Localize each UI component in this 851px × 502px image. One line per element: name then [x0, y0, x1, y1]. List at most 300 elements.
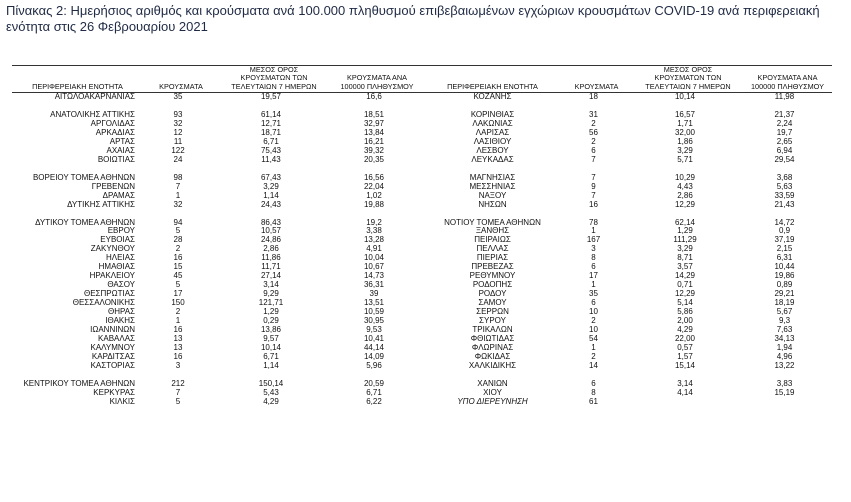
- region-cell: ΒΟΡΕΙΟΥ ΤΟΜΕΑ ΑΘΗΝΩΝ: [32, 173, 135, 182]
- cases-cell: 17: [173, 290, 183, 299]
- per100k-cell: 5,63: [776, 182, 793, 191]
- region-cell: ΣΕΡΡΩΝ: [476, 308, 509, 317]
- avg7-cell: 5,43: [263, 388, 279, 397]
- per100k-cell: 10,59: [363, 308, 385, 317]
- region-cell: ΛΑΡΙΣΑΣ: [475, 129, 510, 138]
- table-row: [12, 290, 832, 299]
- table-row: [12, 398, 832, 407]
- per100k-cell: 18,19: [774, 299, 795, 308]
- per100k-cell: 10,04: [363, 254, 385, 263]
- cases-cell: 7: [591, 155, 596, 164]
- per100k-cell: 36,31: [363, 281, 385, 290]
- region-cell: ΠΙΕΡΙΑΣ: [476, 254, 509, 263]
- per100k-cell: 20,35: [363, 155, 385, 164]
- table-row: [12, 111, 832, 120]
- region-cell: ΡΟΔΟΥ: [478, 290, 507, 299]
- region-cell: ΚΕΝΤΡΙΚΟΥ ΤΟΜΕΑ ΑΘΗΝΩΝ: [23, 379, 135, 388]
- spacer-cell: [12, 165, 832, 174]
- per100k-cell: 16,6: [366, 92, 382, 102]
- region-cell: ΜΑΓΝΗΣΙΑΣ: [469, 173, 516, 182]
- region-cell: ΧΙΟΥ: [483, 388, 502, 397]
- region-cell: ΚΟΡΙΝΘΙΑΣ: [470, 111, 515, 120]
- header-region-left: ΠΕΡΙΦΕΡΕΙΑΚΗ ΕΝΟΤΗΤΑ: [32, 81, 123, 91]
- avg7-cell: 111,29: [673, 236, 697, 245]
- avg7-cell: 86,43: [260, 218, 282, 227]
- per100k-cell: 19,7: [776, 129, 793, 138]
- region-cell: ΚΕΡΚΥΡΑΣ: [93, 388, 135, 397]
- group-spacer: [12, 371, 832, 380]
- region-cell: ΦΩΚΙΔΑΣ: [474, 352, 511, 361]
- region-cell: ΘΑΣΟΥ: [107, 281, 135, 290]
- title-line-1: Πίνακας 2: Ημερήσιος αριθμός και κρούσματα ανά 100.000 πληθυσμού επιβεβαιωμένων εγχώριων κρουσμάτων COVID-19 ανά περιφερειακή: [6, 3, 820, 18]
- avg7-cell: 1,14: [263, 191, 279, 200]
- per100k-cell: 15,19: [774, 388, 795, 397]
- avg7-cell: 24,86: [260, 236, 282, 245]
- cases-cell: 1: [591, 343, 596, 352]
- table-row: [12, 156, 832, 165]
- cases-cell: 54: [589, 334, 598, 343]
- avg7-cell: 22,00: [674, 334, 696, 343]
- avg7-cell: 1,57: [677, 352, 693, 361]
- avg7-cell: 27,14: [260, 272, 282, 281]
- avg7-cell: 9,57: [263, 334, 279, 343]
- region-cell: ΖΑΚΥΝΘΟΥ: [90, 245, 135, 254]
- region-cell: ΦΘΙΩΤΙΔΑΣ: [470, 334, 515, 343]
- cases-cell: 10: [589, 308, 598, 317]
- avg7-cell: 4,29: [677, 325, 693, 334]
- region-cell: ΘΕΣΣΑΛΟΝΙΚΗΣ: [72, 299, 135, 308]
- cases-cell: 16: [173, 325, 183, 334]
- table-row: [12, 353, 832, 362]
- avg7-cell: 0,29: [263, 317, 279, 325]
- avg7-cell: 8,71: [677, 254, 693, 263]
- region-cell: ΕΥΒΟΙΑΣ: [100, 236, 135, 245]
- per100k-cell: 2,65: [776, 137, 793, 146]
- per100k-cell: 19,86: [774, 272, 795, 281]
- avg7-cell: 12,29: [674, 200, 696, 209]
- table-row: [12, 120, 832, 129]
- table-row: [12, 281, 832, 290]
- per100k-cell: 14,72: [774, 218, 795, 227]
- table-row: [12, 219, 832, 228]
- region-cell: ΠΕΛΛΑΣ: [476, 245, 509, 254]
- cases-cell: 2: [175, 308, 181, 317]
- table-row: [12, 236, 832, 245]
- region-cell: ΗΛΕΙΑΣ: [106, 254, 135, 263]
- cases-cell: 3: [591, 245, 596, 254]
- avg7-cell: 1,14: [263, 361, 279, 370]
- cases-cell: 35: [589, 290, 598, 299]
- table-row: [12, 254, 832, 263]
- region-cell: ΘΕΣΠΡΩΤΙΑΣ: [84, 290, 135, 299]
- cases-cell: 94: [173, 218, 183, 227]
- group-spacer: [12, 165, 832, 174]
- per100k-cell: 44,14: [363, 343, 385, 352]
- cases-cell: 28: [173, 236, 183, 245]
- per100k-cell: 2,15: [776, 245, 793, 254]
- per100k-cell: 10,41: [363, 334, 385, 343]
- region-cell: ΚΙΛΚΙΣ: [109, 397, 135, 406]
- cases-cell: 18: [589, 92, 598, 102]
- per100k-cell: [743, 398, 832, 407]
- region-cell: ΘΗΡΑΣ: [107, 308, 135, 317]
- cases-cell: 98: [173, 173, 183, 182]
- per100k-cell: 34,13: [774, 334, 795, 343]
- cases-cell: 8: [591, 388, 596, 397]
- per100k-cell: 1,94: [776, 343, 793, 352]
- avg7-cell: 4,29: [263, 397, 279, 406]
- header-per100k-right: ΚΡΟΥΣΜΑΤΑ ΑΝΑ 100000 ΠΛΗΘΥΣΜΟΥ: [751, 73, 824, 91]
- cases-cell: 2: [591, 120, 596, 129]
- per100k-cell: 18,51: [363, 111, 385, 120]
- per100k-cell: 0,9: [778, 227, 791, 236]
- avg7-cell: 3,57: [677, 263, 693, 272]
- region-cell: ΚΑΒΑΛΑΣ: [98, 334, 135, 343]
- region-cell: ΞΑΝΘΗΣ: [475, 227, 510, 236]
- title-line-2: ενότητα στις 26 Φεβρουαρίου 2021: [6, 19, 208, 34]
- per100k-cell: 10,44: [774, 263, 795, 272]
- avg7-cell: 12,29: [674, 290, 696, 299]
- avg7-cell: 3,14: [263, 281, 279, 290]
- table-row: [12, 317, 832, 326]
- region-cell: ΚΑΡΔΙΤΣΑΣ: [91, 352, 135, 361]
- cases-cell: 1: [175, 191, 181, 200]
- table-row: [12, 344, 832, 353]
- per100k-cell: 2,24: [776, 120, 793, 129]
- per100k-cell: 39: [369, 290, 379, 299]
- per100k-cell: 5,96: [366, 361, 382, 370]
- cases-cell: 16: [589, 200, 598, 209]
- table-row: [12, 362, 832, 371]
- per100k-cell: 13,84: [363, 129, 385, 138]
- region-cell: ΗΡΑΚΛΕΙΟΥ: [89, 272, 135, 281]
- per100k-cell: 4,96: [776, 352, 793, 361]
- table-row: [12, 201, 832, 210]
- region-cell: ΒΟΙΩΤΙΑΣ: [97, 155, 135, 164]
- region-cell: ΧΑΝΙΩΝ: [477, 379, 508, 388]
- cases-cell: 13: [173, 334, 183, 343]
- cases-cell: 45: [173, 272, 183, 281]
- cases-cell: 7: [591, 173, 596, 182]
- avg7-cell: 18,71: [260, 129, 282, 138]
- avg7-cell: 1,29: [677, 227, 693, 236]
- table-row: [12, 227, 832, 236]
- region-cell: ΛΕΥΚΑΔΑΣ: [471, 155, 514, 164]
- group-spacer: [12, 210, 832, 219]
- cases-cell: 6: [591, 379, 596, 388]
- cases-cell: 5: [175, 281, 181, 290]
- cases-cell: 6: [591, 263, 596, 272]
- region-cell: ΚΑΛΥΜΝΟΥ: [90, 343, 135, 352]
- cases-cell: 5: [175, 227, 181, 236]
- cases-cell: 3: [175, 361, 181, 370]
- cases-cell: 11: [173, 137, 183, 146]
- avg7-cell: 3,29: [677, 245, 693, 254]
- region-cell: ΑΧΑΪΑΣ: [106, 146, 135, 155]
- cases-cell: 35: [173, 92, 183, 102]
- cases-cell: 17: [589, 272, 598, 281]
- per100k-cell: 9,3: [778, 317, 791, 325]
- region-cell: ΓΡΕΒΕΝΩΝ: [91, 182, 135, 191]
- cases-cell: 1: [591, 227, 596, 236]
- region-cell: ΚΑΣΤΟΡΙΑΣ: [90, 361, 135, 370]
- avg7-cell: 0,57: [677, 343, 693, 352]
- region-cell: ΝΗΣΩΝ: [478, 200, 507, 209]
- per100k-cell: 32,97: [363, 120, 385, 129]
- avg7-cell: 16,57: [674, 111, 696, 120]
- avg7-cell: 61,14: [260, 111, 282, 120]
- cases-cell: 31: [589, 111, 598, 120]
- cases-cell: 7: [175, 182, 181, 191]
- table-row: [12, 174, 832, 183]
- table-row: [12, 389, 832, 398]
- header-per100k-left: ΚΡΟΥΣΜΑΤΑ ΑΝΑ 100000 ΠΛΗΘΥΣΜΟΥ: [340, 73, 414, 91]
- avg7-cell: 150,14: [258, 379, 284, 388]
- avg7-cell: 19,57: [260, 92, 282, 102]
- region-cell: ΙΘΑΚΗΣ: [105, 317, 135, 325]
- avg7-cell: 5,86: [677, 308, 693, 317]
- table-body: [12, 93, 832, 407]
- avg7-cell: 67,43: [260, 173, 282, 182]
- region-cell: ΣΑΜΟΥ: [478, 299, 507, 308]
- avg7-cell: 10,14: [674, 92, 696, 102]
- cases-cell: 16: [173, 352, 183, 361]
- avg7-cell: 5,14: [677, 299, 693, 308]
- avg7-cell: 2,00: [677, 317, 693, 325]
- avg7-cell: 14,29: [674, 272, 696, 281]
- region-cell: ΚΟΖΑΝΗΣ: [473, 92, 512, 102]
- avg7-cell: 11,71: [261, 263, 281, 272]
- avg7-cell: 9,29: [263, 290, 279, 299]
- cases-cell: 56: [589, 129, 598, 138]
- table-row: [12, 129, 832, 138]
- region-cell: ΑΡΤΑΣ: [109, 137, 135, 146]
- cases-cell: 1: [591, 281, 596, 290]
- region-cell: ΡΕΘΥΜΝΟΥ: [469, 272, 516, 281]
- per100k-cell: 6,22: [366, 397, 382, 406]
- cases-cell: 150: [171, 299, 185, 308]
- cases-cell: 78: [589, 218, 598, 227]
- region-cell: ΥΠΟ ΔΙΕΡΕΥΝΗΣΗ: [457, 397, 528, 406]
- avg7-cell: 10,57: [260, 227, 282, 236]
- region-cell: ΣΥΡΟΥ: [479, 317, 506, 325]
- table-row: [12, 272, 832, 281]
- region-cell: ΝΑΞΟΥ: [478, 191, 507, 200]
- per100k-cell: 3,83: [776, 379, 793, 388]
- per100k-cell: 22,04: [363, 182, 385, 191]
- table-row: [12, 335, 832, 344]
- per100k-cell: 13,28: [363, 236, 385, 245]
- per100k-cell: 7,63: [776, 325, 793, 334]
- table-row: [12, 147, 832, 156]
- table-row: [12, 308, 832, 317]
- avg7-cell: 6,71: [263, 352, 279, 361]
- region-cell: ΕΒΡΟΥ: [107, 227, 135, 236]
- avg7-cell: 121,71: [258, 299, 284, 308]
- table-row: [12, 192, 832, 201]
- region-cell: ΡΟΔΟΠΗΣ: [472, 281, 513, 290]
- table-row: [12, 299, 832, 308]
- spacer-cell: [12, 371, 832, 380]
- cases-cell: 1: [175, 317, 181, 325]
- avg7-cell: 4,43: [677, 182, 693, 191]
- avg7-cell: [633, 398, 743, 407]
- cases-cell: 6: [591, 299, 596, 308]
- per100k-cell: 19,2: [366, 218, 382, 227]
- avg7-cell: 3,29: [677, 146, 693, 155]
- cases-cell: 14: [589, 361, 598, 370]
- per100k-cell: 10,67: [363, 263, 385, 272]
- region-cell: ΦΛΩΡΙΝΑΣ: [471, 343, 514, 352]
- per100k-cell: 21,43: [774, 200, 795, 209]
- per100k-cell: 13,22: [774, 361, 795, 370]
- region-cell: ΤΡΙΚΑΛΩΝ: [472, 325, 513, 334]
- per100k-cell: 4,91: [366, 245, 382, 254]
- per100k-cell: 14,09: [363, 352, 385, 361]
- per100k-cell: 3,68: [776, 173, 793, 182]
- avg7-cell: 4,14: [677, 388, 693, 397]
- per100k-cell: 33,59: [774, 191, 795, 200]
- avg7-cell: 10,14: [260, 343, 282, 352]
- cases-cell: 122: [171, 146, 185, 155]
- avg7-cell: 12,71: [260, 120, 282, 129]
- cases-cell: 10: [589, 325, 598, 334]
- region-cell: ΜΕΣΣΗΝΙΑΣ: [469, 182, 516, 191]
- avg7-cell: 3,29: [263, 182, 279, 191]
- region-cell: ΛΕΣΒΟΥ: [476, 146, 509, 155]
- avg7-cell: 62,14: [674, 218, 696, 227]
- avg7-cell: 24,43: [260, 200, 282, 209]
- per100k-cell: 1,02: [366, 191, 382, 200]
- cases-cell: 2: [591, 137, 596, 146]
- table-row: [12, 326, 832, 335]
- region-cell: ΝΟΤΙΟΥ ΤΟΜΕΑ ΑΘΗΝΩΝ: [444, 218, 541, 227]
- header-avg7-left: ΜΕΣΟΣ ΟΡΟΣ ΚΡΟΥΣΜΑΤΩΝ ΤΩΝ ΤΕΛΕΥΤΑΙΩΝ 7 ΗΜΕΡΩΝ: [231, 65, 317, 91]
- per100k-cell: 29,54: [774, 155, 795, 164]
- cases-cell: 2: [175, 245, 181, 254]
- cases-cell: 32: [173, 120, 183, 129]
- avg7-cell: 6,71: [263, 137, 279, 146]
- region-cell: ΔΥΤΙΚΗΣ ΑΤΤΙΚΗΣ: [67, 200, 135, 209]
- table-row: [12, 263, 832, 272]
- region-cell: ΛΑΣΙΘΙΟΥ: [473, 137, 512, 146]
- region-cell: ΑΡΚΑΔΙΑΣ: [95, 129, 135, 138]
- avg7-cell: 75,43: [260, 146, 282, 155]
- region-cell: ΧΑΛΚΙΔΙΚΗΣ: [468, 361, 517, 370]
- per100k-cell: 37,19: [774, 236, 795, 245]
- header-cases-left: ΚΡΟΥΣΜΑΤΑ: [159, 81, 203, 91]
- per100k-cell: 5,67: [776, 308, 793, 317]
- per100k-cell: 21,37: [774, 111, 795, 120]
- cases-cell: 61: [589, 397, 598, 406]
- table-header: [12, 66, 832, 93]
- avg7-cell: 2,86: [677, 191, 693, 200]
- avg7-cell: 5,71: [677, 155, 693, 164]
- region-cell: ΔΡΑΜΑΣ: [102, 191, 135, 200]
- region-cell: ΗΜΑΘΙΑΣ: [98, 263, 135, 272]
- cases-cell: 167: [586, 236, 601, 245]
- cases-cell: 6: [591, 146, 596, 155]
- per100k-cell: 20,59: [363, 379, 385, 388]
- region-cell: ΛΑΚΩΝΙΑΣ: [472, 120, 513, 129]
- cases-cell: 7: [591, 191, 596, 200]
- page-title: [6, 3, 846, 35]
- header-cases-right: ΚΡΟΥΣΜΑΤΑ: [574, 81, 619, 91]
- avg7-cell: 32,00: [674, 129, 696, 138]
- per100k-cell: 29,21: [774, 290, 795, 299]
- per100k-cell: 3,38: [366, 227, 382, 236]
- region-cell: ΑΡΓΟΛΙΔΑΣ: [90, 120, 135, 129]
- cases-cell: 15: [173, 263, 183, 272]
- region-cell: ΑΝΑΤΟΛΙΚΗΣ ΑΤΤΙΚΗΣ: [50, 111, 135, 120]
- per100k-cell: 14,73: [363, 272, 385, 281]
- header-region-right: ΠΕΡΙΦΕΡΕΙΑΚΗ ΕΝΟΤΗΤΑ: [447, 81, 538, 91]
- avg7-cell: 13,86: [260, 325, 282, 334]
- per100k-cell: 19,88: [363, 200, 385, 209]
- region-cell: ΠΡΕΒΕΖΑΣ: [471, 263, 514, 272]
- cases-cell: 2: [591, 352, 596, 361]
- cases-cell: 13: [173, 343, 183, 352]
- per100k-cell: 16,21: [363, 137, 385, 146]
- cases-cell: 32: [173, 200, 183, 209]
- per100k-cell: 30,95: [363, 317, 385, 325]
- cases-cell: 24: [173, 155, 183, 164]
- avg7-cell: 11,86: [261, 254, 281, 263]
- cases-cell: 93: [173, 111, 183, 120]
- table-row: [12, 138, 832, 147]
- avg7-cell: 3,14: [677, 379, 693, 388]
- per100k-cell: 6,31: [776, 254, 793, 263]
- per100k-cell: 16,56: [363, 173, 385, 182]
- cases-cell: 12: [173, 129, 183, 138]
- table-row: [12, 93, 832, 102]
- spacer-cell: [12, 210, 832, 219]
- avg7-cell: 1,71: [677, 120, 693, 129]
- header-avg7-right: ΜΕΣΟΣ ΟΡΟΣ ΚΡΟΥΣΜΑΤΩΝ ΤΩΝ ΤΕΛΕΥΤΑΙΩΝ 7 ΗΜΕΡΩΝ: [645, 65, 731, 91]
- spacer-cell: [12, 102, 832, 111]
- per100k-cell: 6,94: [776, 146, 793, 155]
- cases-cell: 212: [171, 379, 185, 388]
- region-cell: ΠΕΙΡΑΙΩΣ: [474, 236, 511, 245]
- avg7-cell: 1,86: [677, 137, 693, 146]
- avg7-cell: 10,29: [674, 173, 696, 182]
- avg7-cell: 1,29: [263, 308, 279, 317]
- cases-cell: 7: [175, 388, 181, 397]
- per100k-cell: 11,98: [774, 92, 795, 102]
- avg7-cell: 2,86: [263, 245, 279, 254]
- per100k-cell: 6,71: [366, 388, 382, 397]
- avg7-cell: 15,14: [674, 361, 696, 370]
- cases-cell: 2: [591, 317, 596, 325]
- region-cell: ΙΩΑΝΝΙΝΩΝ: [90, 325, 135, 334]
- cases-cell: 16: [173, 254, 183, 263]
- per100k-cell: 13,51: [363, 299, 385, 308]
- per100k-cell: 39,32: [363, 146, 385, 155]
- cases-cell: 9: [591, 182, 596, 191]
- table-row: [12, 380, 832, 389]
- per100k-cell: 9,53: [366, 325, 382, 334]
- per100k-cell: 0,89: [776, 281, 793, 290]
- table-row: [12, 245, 832, 254]
- region-cell: ΔΥΤΙΚΟΥ ΤΟΜΕΑ ΑΘΗΝΩΝ: [35, 218, 135, 227]
- cases-cell: 8: [591, 254, 596, 263]
- group-spacer: [12, 102, 832, 111]
- cases-cell: 5: [175, 397, 181, 406]
- avg7-cell: 0,71: [677, 281, 693, 290]
- covid-cases-table: [12, 65, 832, 407]
- region-cell: ΑΙΤΩΛΟΑΚΑΡΝΑΝΙΑΣ: [54, 92, 135, 102]
- avg7-cell: 11,43: [261, 155, 281, 164]
